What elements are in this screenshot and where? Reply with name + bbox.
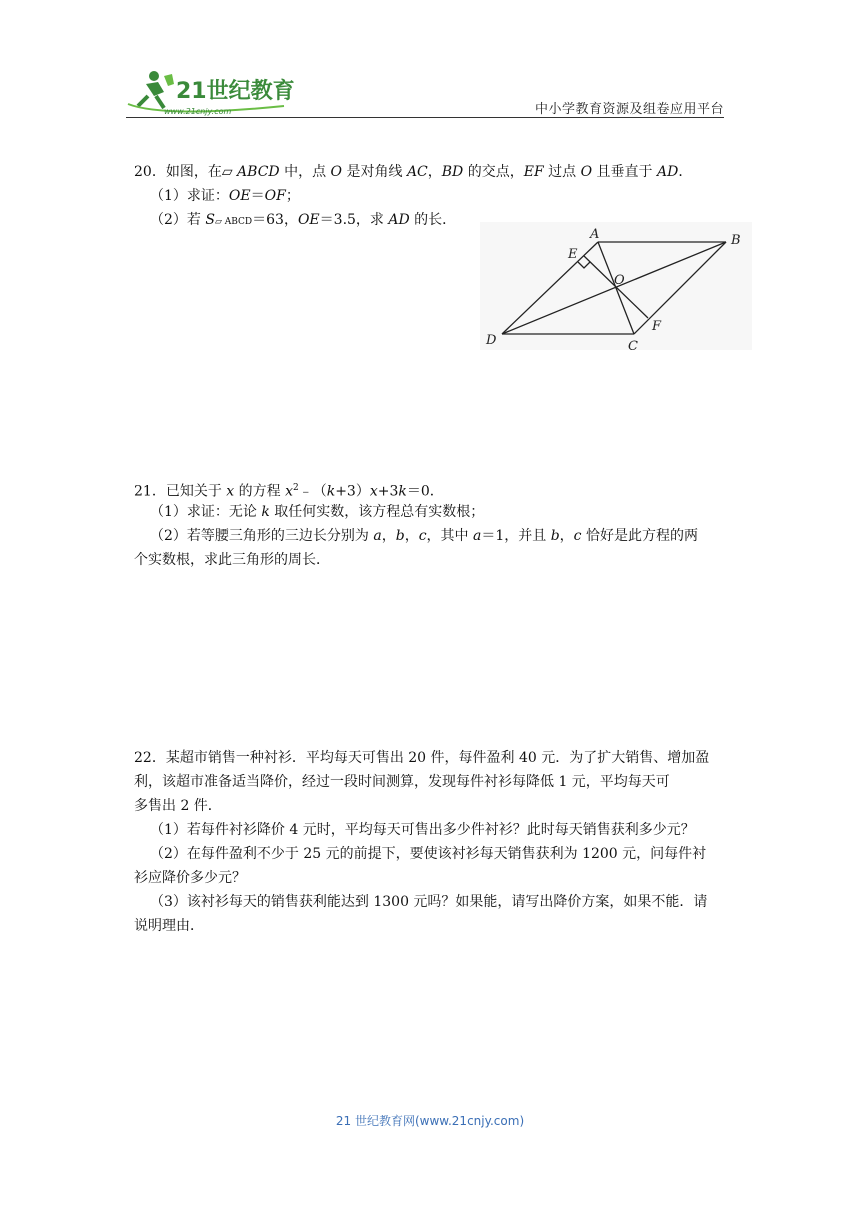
segment-BC <box>634 242 726 334</box>
segment-DA <box>502 242 598 334</box>
label-D: D <box>486 333 497 348</box>
q22-line2: 利，该超市准备适当降价，经过一段时间测算，发现每件衬衫每降低 1 元，平均每天可 <box>134 774 670 790</box>
q21-part2: （2）若等腰三角形的三边长分别为 a，b，c，其中 a＝1，并且 b，c 恰好是此方程的两 <box>150 528 698 544</box>
q22-part3: （3）该衬衫每天的销售获利能达到 1300 元吗？如果能，请写出降价方案，如果不能．请 <box>150 894 708 910</box>
header-divider <box>126 117 724 118</box>
logo-main-text: 21世纪教育 <box>176 79 294 104</box>
runner-logo-icon <box>124 62 294 116</box>
q22-part3-cont: 说明理由． <box>134 918 204 934</box>
label-C: C <box>628 339 638 350</box>
label-B: B <box>731 233 741 248</box>
label-E: E <box>568 247 578 262</box>
q21-part2-cont: 个实数根，求此三角形的周长． <box>134 552 330 568</box>
diagonal-BD <box>502 242 726 334</box>
site-logo <box>124 62 294 116</box>
q20-line1: 20．如图，在▱ ABCD 中，点 O 是对角线 AC，BD 的交点，EF 过点 O 且垂直于 AD． <box>134 164 693 180</box>
parallelogram-figure <box>480 222 752 350</box>
right-angle-mark <box>578 262 590 268</box>
logo-url-text: www.21cnjy.com <box>164 107 232 116</box>
label-O: O <box>614 273 625 288</box>
label-F: F <box>652 319 662 334</box>
q20-part2: （2）若 S▱ ABCD＝63，OE＝3.5，求 AD 的长． <box>150 212 457 228</box>
q22-part1: （1）若每件衬衫降价 4 元时，平均每天可售出多少件衬衫？此时每天销售获利多少元？ <box>150 822 695 838</box>
q21-line1: 21．已知关于 x 的方程 $x^2﹣(k+3)x+3k=0$． <box>134 483 444 500</box>
platform-title: 中小学教育资源及组卷应用平台 <box>534 102 724 117</box>
q20-part1: （1）求证：OE＝OF； <box>150 188 300 204</box>
q22-line1: 22．某超市销售一种衬衫．平均每天可售出 20 件，每件盈利 40 元．为了扩大销售、增加盈 <box>134 750 710 766</box>
diagonal-AC <box>598 242 634 334</box>
q21-part1: （1）求证：无论 k 取任何实数，该方程总有实数根； <box>150 504 485 520</box>
q22-part2-cont: 衫应降价多少元？ <box>134 870 246 886</box>
footer-link[interactable]: 21 世纪教育网(www.21cnjy.com) <box>335 1114 525 1128</box>
q22-line3: 多售出 2 件． <box>134 798 222 814</box>
label-A: A <box>590 227 600 242</box>
q22-part2: （2）在每件盈利不少于 25 元的前提下，要使该衬衫每天销售获利为 1200 元，问每件衬 <box>150 846 707 862</box>
